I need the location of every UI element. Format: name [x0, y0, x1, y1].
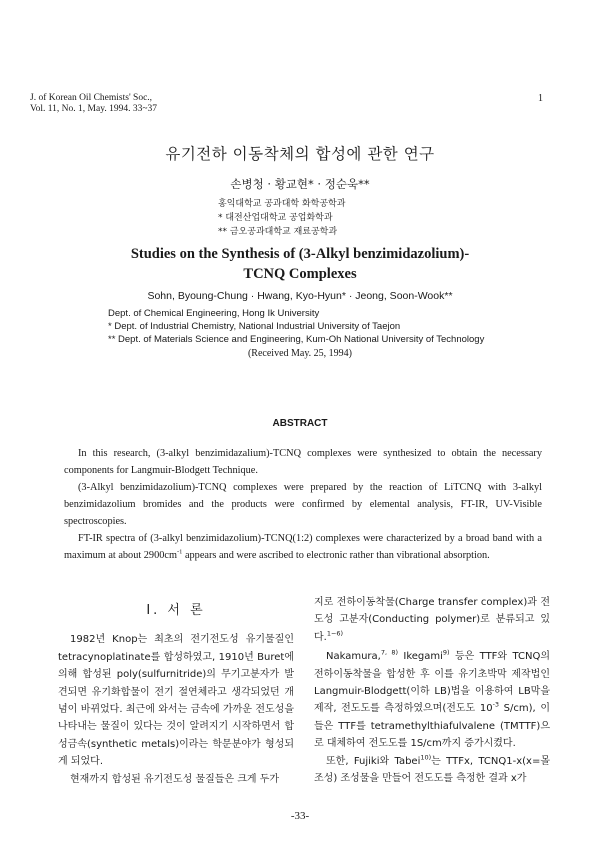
journal-volume: Vol. 11, No. 1, May. 1994. 33~37: [30, 104, 157, 114]
abstract-paragraph-2: (3-Alkyl benzimidazolium)-TCNQ complexes were prepared by the reaction of LiTCNQ with 3-alkyl benzimidazolium bromides and the products were confirmed by elemental analysis, FT-IR, UV-Visible spectroscopies.: [64, 482, 542, 527]
abstract-paragraph-1: In this research, (3-alkyl benzimidazalium)-TCNQ complexes were synthesized to obtain the necessary components for Langmuir-Blodgett Technique.: [64, 448, 542, 476]
abstract-p3-text-b: appears and were ascribed to electronic rather than vibrational absorption.: [182, 550, 490, 561]
abstract-paragraph-3: [64, 530, 542, 564]
right-paragraph-2: [314, 648, 550, 752]
left-column: [58, 594, 294, 788]
english-affiliations: [108, 307, 484, 346]
right-p2-citation-1: 7, 8): [380, 648, 398, 657]
english-affiliation-2: * Dept. of Industrial Chemistry, National Industrial University of Taejon: [108, 321, 401, 332]
english-affiliation-1: Dept. of Chemical Engineering, Hong Ik University: [108, 308, 320, 319]
korean-affiliation-1: 홍익대학교 공과대학 화학공학과: [218, 199, 346, 209]
korean-title: 유기전하 이동착체의 합성에 관한 연구: [165, 145, 435, 163]
right-paragraph-1: [314, 594, 550, 646]
right-p2-text-c: 등은 TTF와 TCNQ의 전하이동착물을 합성한 후 이를 유기초박막 제작법인 Langmuir-Blodgett(이하 LB)법을 이용하여 LB막을 제작, 전도도를 측정하였으며(전도도 10: [314, 651, 550, 715]
right-p2-text-a: Nakamura,: [326, 651, 381, 663]
right-p3-text-a: 또한, Fujiki와 Tabei: [326, 755, 421, 767]
right-p1-citation: 1~6): [326, 629, 344, 638]
left-paragraph-1: 1982년 Knop는 최초의 전기전도성 유기물질인 tetracynoplatinate를 합성하였고, 1910년 Buret에 의해 합성된 poly(sulfurnitride)의 무기고분자가 발견되면 유기화합물이 전기 절연체라고 생각되었던 개념이 바뀌었다. 최근에 와서는 금속에 가까운 전도성을 나타내는 물질이 있다는 것이 알려지기 시작하면서 합성금속(synthetic metals)이라는 학문분야가 형성되게 되었다.: [58, 634, 294, 768]
right-p2-text-d: S/cm), 이들은 TTF를 tetramethylthiafulvalene (TMTTF)으로 대체하여 전도도를 1S/cm까지 증가시켰다.: [314, 703, 550, 750]
korean-authors: 손병청 · 황교현* · 정순욱**: [230, 177, 370, 191]
english-affiliation-3: ** Dept. of Materials Science and Engineering, Kum-Oh National University of Technology: [108, 334, 485, 345]
right-column: [314, 594, 550, 787]
right-p2-text-b: Ikegami: [398, 651, 443, 663]
english-authors: Sohn, Byoung-Chung · Hwang, Kyo-Hyun* · Jeong, Soon-Wook**: [147, 290, 453, 302]
page-number: 1: [538, 93, 543, 104]
right-p2-exponent: -3: [492, 701, 500, 710]
journal-citation: [30, 93, 157, 115]
journal-name: J. of Korean Oil Chemists' Soc.,: [30, 93, 153, 103]
right-p1-text: 지로 전하이동착물(Charge transfer complex)과 전도성 고분자(Conducting polymer)로 분류되고 있다.: [314, 597, 550, 643]
right-p3-citation: 10): [420, 753, 432, 762]
korean-affiliation-3: ** 금오공과대학교 재료공학과: [218, 227, 338, 237]
page-footer-number: -33-: [290, 810, 310, 822]
abstract-p3-superscript: -1: [176, 548, 183, 556]
english-title: [0, 244, 600, 284]
right-p2-citation-2: 9): [442, 648, 450, 657]
english-title-line-2: TCNQ Complexes: [243, 266, 357, 282]
english-title-line-1: Studies on the Synthesis of (3-Alkyl benzimidazolium)-: [130, 246, 470, 262]
right-paragraph-3: [314, 753, 550, 788]
abstract-p3-text-a: FT-IR spectra of (3-alkyl benzimidazolium)-TCNQ(1:2) complexes were characterized by a broad band with a maximum at about 2900cm: [64, 533, 542, 561]
right-p3-text-b: 는 TTFx, TCNQ1-x(x=몰조성) 조성물을 만들어 전도도를 측정한 결과 x가: [314, 755, 550, 785]
section-heading-introduction: I. 서 론: [146, 603, 206, 618]
abstract-heading: ABSTRACT: [272, 418, 328, 429]
received-date: (Received May. 25, 1994): [247, 348, 353, 359]
left-paragraph-2: 현재까지 합성된 유기전도성 물질들은 크게 두가: [70, 773, 280, 785]
abstract-body: [64, 445, 542, 564]
korean-affiliation-2: * 대전산업대학교 공업화학과: [218, 213, 333, 223]
